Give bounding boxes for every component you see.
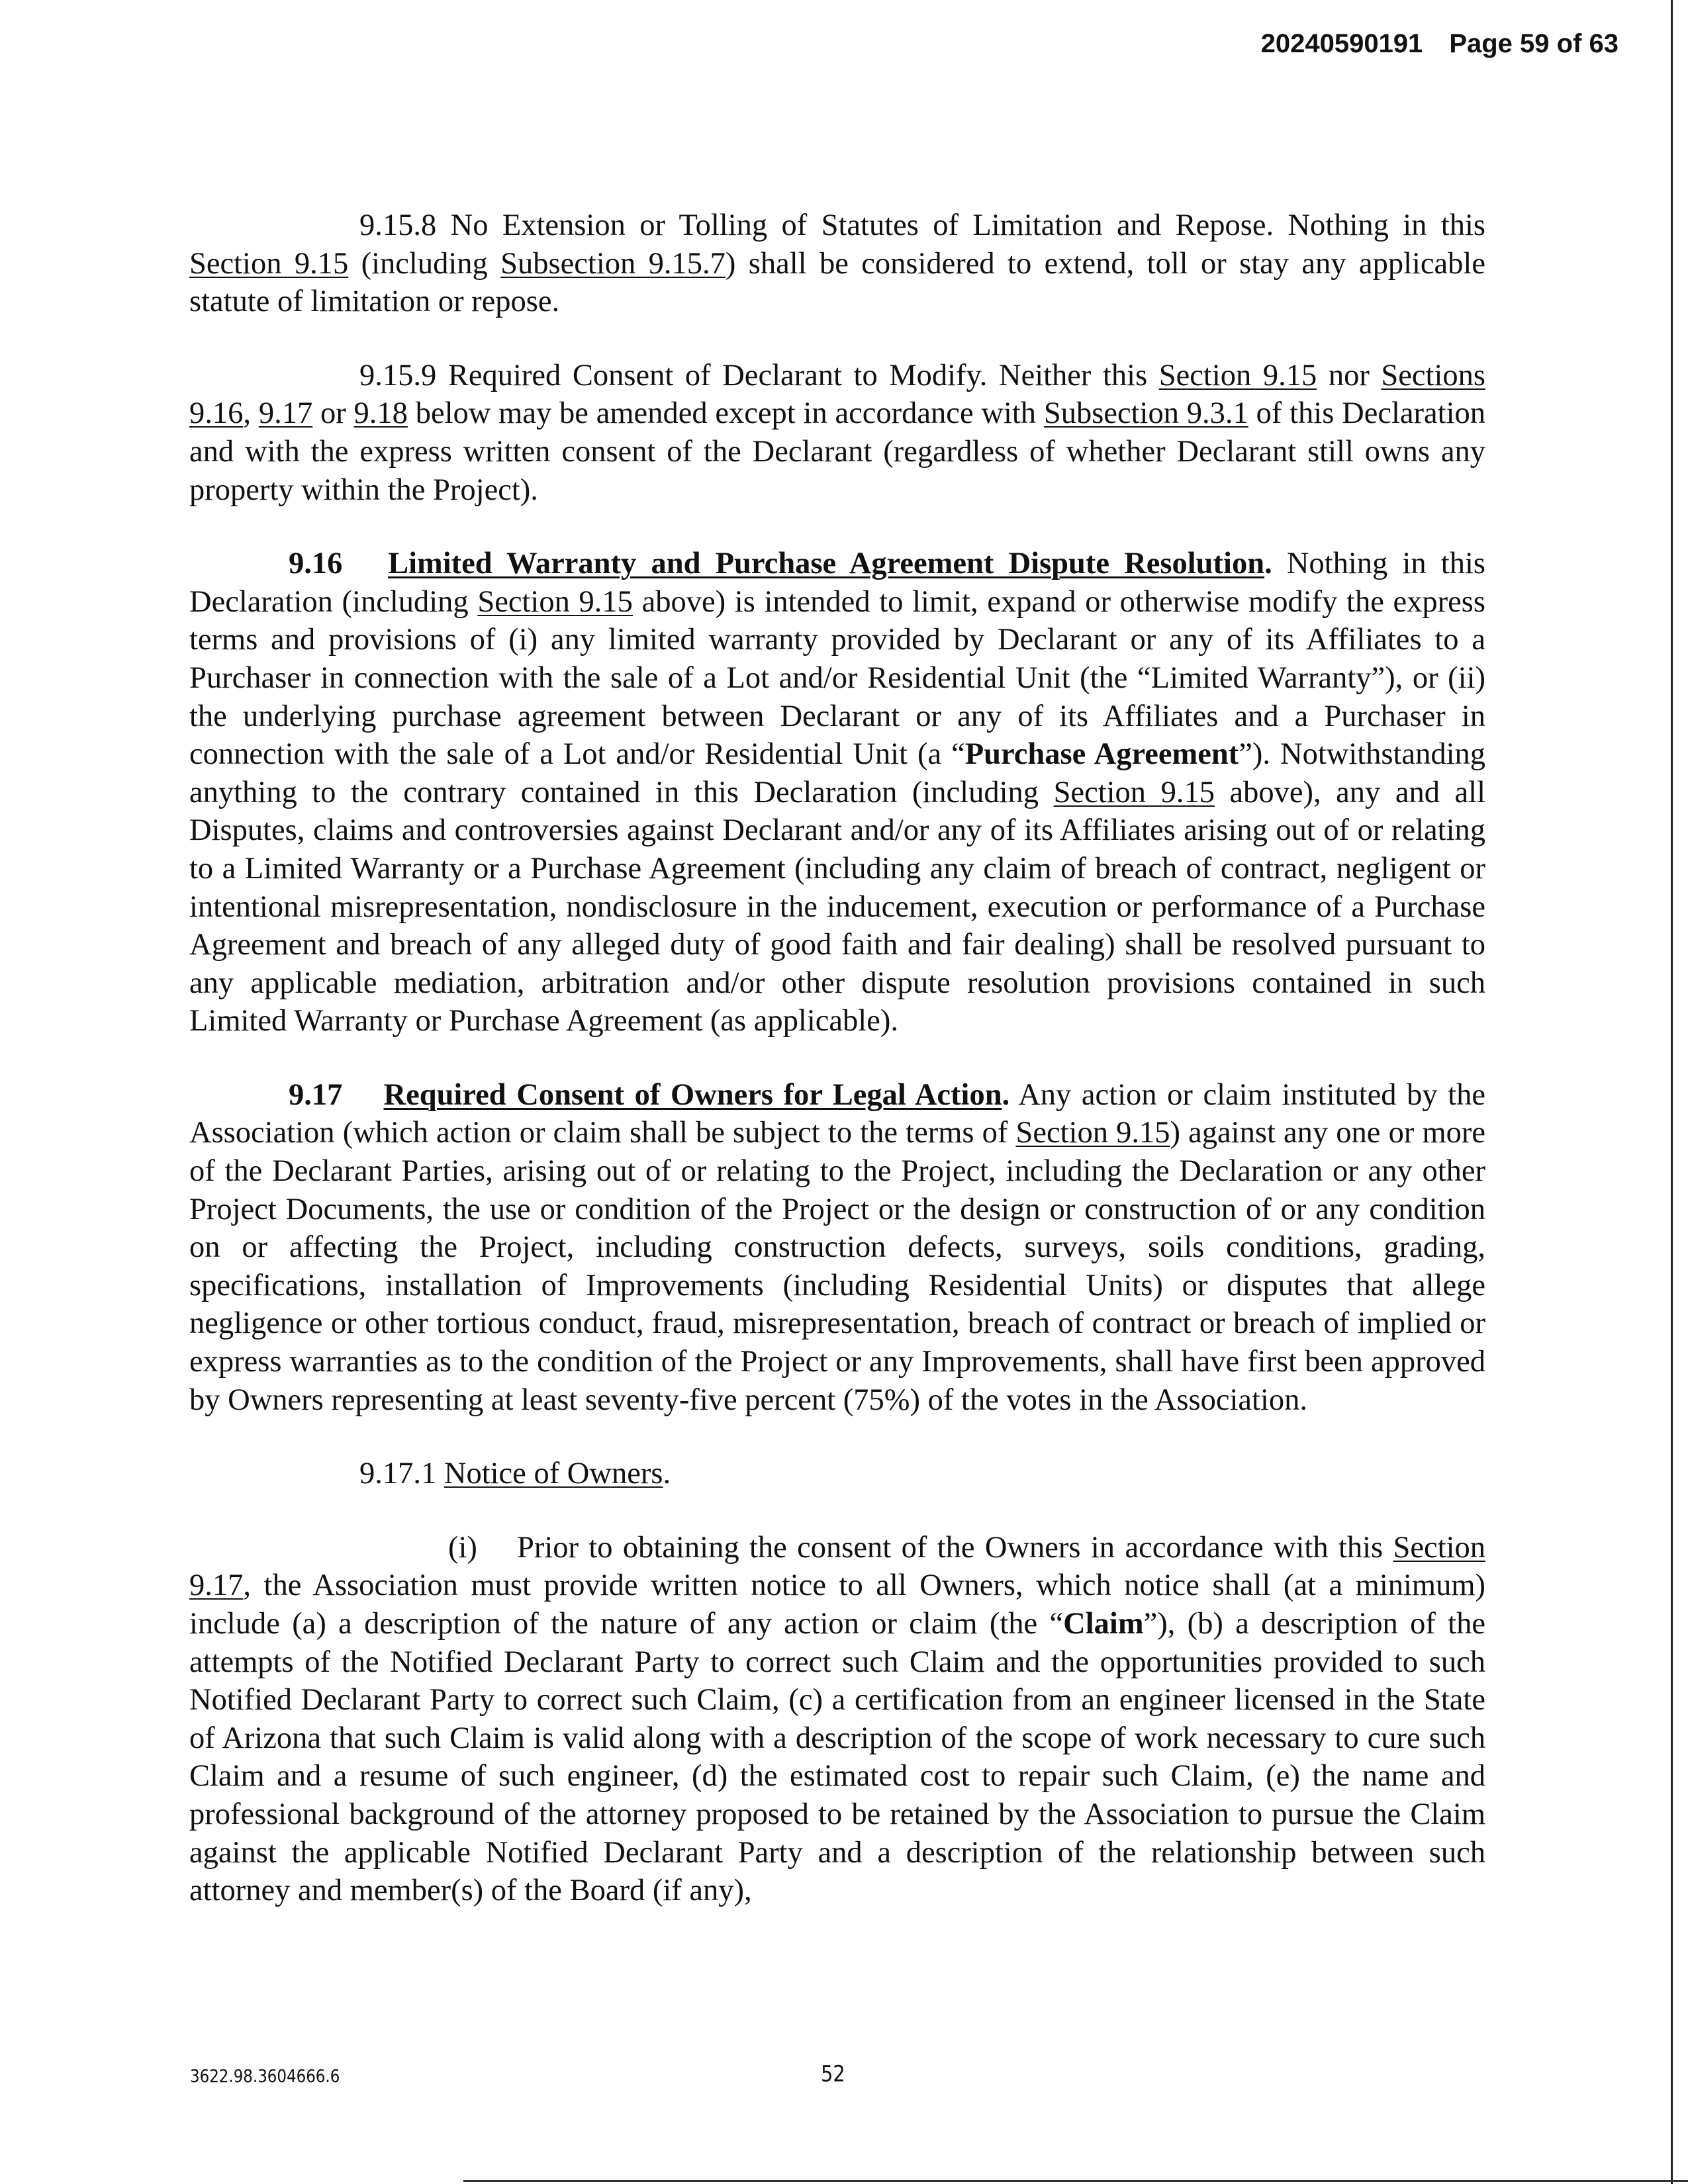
- section-heading: Required Consent of Owners for Legal Action: [383, 1077, 1002, 1112]
- section-heading: Limited Warranty and Purchase Agreement Dispute Resolution: [388, 547, 1265, 581]
- text-run: above) is intended to limit, expand or otherwise modify the express terms and provisions of (i) any limited warranty provided by Declarant or any of its Affiliates to a Purchaser in connection with the sale of a Lot and/or Residential Unit (the “Limited Warranty”), or (ii) the underlying purchase agreement between Declarant or any of its Affiliates and a Purchaser in connection with the sale of a Lot and/or Residential Unit (a “: [189, 584, 1485, 772]
- cross-reference: 9.18: [353, 396, 408, 431]
- text-run: of this Declaration and with the express written consent of the Declarant (regardless of whether Declarant still owns any property within the Project).: [189, 396, 1485, 507]
- bold-term: Claim: [1063, 1607, 1144, 1641]
- text-run: Any action or claim instituted by the Association (which action or claim shall be subject to the terms of: [189, 1077, 1485, 1150]
- text-run: (including: [348, 246, 501, 281]
- text-run: [342, 547, 388, 580]
- bold-term: .: [1002, 1077, 1010, 1112]
- bold-term: .: [1264, 547, 1272, 581]
- cross-reference: Subsection 9.3.1: [1043, 396, 1248, 431]
- cross-reference: Sections 9.16: [189, 358, 1485, 431]
- section-9-17-1-i-paragraph: [189, 1529, 1485, 1910]
- text-run: ) shall be considered to extend, toll or stay any applicable statute of limitation or repose.: [189, 246, 1485, 319]
- cross-reference: 9.17: [258, 396, 313, 431]
- section-9-17-1-paragraph: [189, 1455, 1485, 1493]
- footer-page-number: 52: [821, 2061, 845, 2087]
- section-9-15-9-paragraph: [189, 357, 1485, 509]
- text-run: Nothing in this Declaration (including: [189, 547, 1485, 619]
- cross-reference: Section 9.15: [1015, 1116, 1170, 1150]
- section-9-15-8-paragraph: [189, 206, 1485, 321]
- page-label: Page 59 of 63: [1449, 29, 1618, 58]
- text-run: [342, 1078, 383, 1112]
- text-run: 9.17.1: [359, 1457, 444, 1491]
- document-body: [189, 206, 1485, 1946]
- page-edge-border: [1671, 0, 1673, 2184]
- text-run: (i): [448, 1530, 477, 1565]
- section-9-16-paragraph: [189, 545, 1485, 1040]
- footer-document-id: 3622.98.3604666.6: [190, 2066, 340, 2087]
- text-run: , the Association must provide written notice to all Owners, which notice shall (at a minimum) include (a) a description of the nature of any action or claim (the “: [189, 1569, 1485, 1641]
- cross-reference: Section 9.15: [477, 584, 633, 619]
- cross-reference: Notice of Owners: [444, 1457, 663, 1491]
- text-run: .: [663, 1457, 671, 1491]
- text-run: 9.15.8 No Extension or Tolling of Statutes of Limitation and Repose. Nothing in this: [359, 208, 1485, 242]
- text-run: ,: [243, 396, 259, 431]
- scan-bottom-line: [463, 2180, 1688, 2182]
- recording-header: [1261, 29, 1618, 59]
- cross-reference: Section 9.15: [1158, 358, 1317, 392]
- bold-term: Purchase Agreement: [964, 737, 1239, 772]
- text-run: below may be amended except in accordance with: [407, 396, 1044, 431]
- text-run: ”). Notwithstanding anything to the contrary contained in this Declaration (including: [189, 737, 1485, 809]
- text-run: above), any and all Disputes, claims and controversies against Declarant and/or any of its Affiliates arising out of or relating to a Limited Warranty or a Purchase Agreement (including any claim of breach of contract, negligent or intentional misrepresentation, nondisclosure in the inducement, execution or performance of a Purchase Agreement and breach of any alleged duty of good faith and fair dealing) shall be resolved pursuant to any applicable mediation, arbitration and/or other dispute resolution provisions contained in such Limited Warranty or Purchase Agreement (as applicable).: [189, 775, 1485, 1038]
- cross-reference: Section 9.17: [189, 1530, 1485, 1603]
- section-9-17-paragraph: [189, 1076, 1485, 1419]
- text-run: ”), (b) a description of the attempts of the Notified Declarant Party to correct such Claim and the opportunities provided to such Notified Declarant Party to correct such Claim, (c) a certification from an engineer licensed in the State of Arizona that such Claim is valid along with a description of the scope of work necessary to cure such Claim and a resume of such engineer, (d) the estimated cost to repair such Claim, (e) the name and professional background of the attorney proposed to be retained by the Association to pursue the Claim against the applicable Notified Declarant Party and a description of the relationship between such attorney and member(s) of the Board (if any),: [189, 1607, 1485, 1908]
- bold-term: 9.17: [289, 1077, 343, 1112]
- cross-reference: Subsection 9.15.7: [500, 246, 726, 281]
- text-run: Prior to obtaining the consent of the Owners in accordance with this: [517, 1530, 1393, 1565]
- text-run: nor: [1317, 358, 1382, 392]
- document-number: 20240590191: [1260, 29, 1423, 58]
- cross-reference: Section 9.15: [189, 246, 349, 281]
- text-run: 9.15.9 Required Consent of Declarant to Modify. Neither this: [359, 358, 1159, 392]
- bold-term: 9.16: [289, 547, 343, 581]
- text-run: ) against any one or more of the Declarant Parties, arising out of or relating to the Project, including the Declaration or any other Project Documents, the use or condition of the Project or the design or construction of or any condition on or affecting the Project, including construction defects, surveys, soils conditions, grading, specifications, installation of Improvements (including Residential Units) or disputes that allege negligence or other tortious conduct, fraud, misrepresentation, breach of contract or breach of implied or express warranties as to the condition of the Project or any Improvements, shall have first been approved by Owners representing at least seventy-five percent (75%) of the votes in the Association.: [189, 1116, 1485, 1417]
- cross-reference: Section 9.15: [1053, 775, 1215, 809]
- text-run: or: [312, 396, 354, 431]
